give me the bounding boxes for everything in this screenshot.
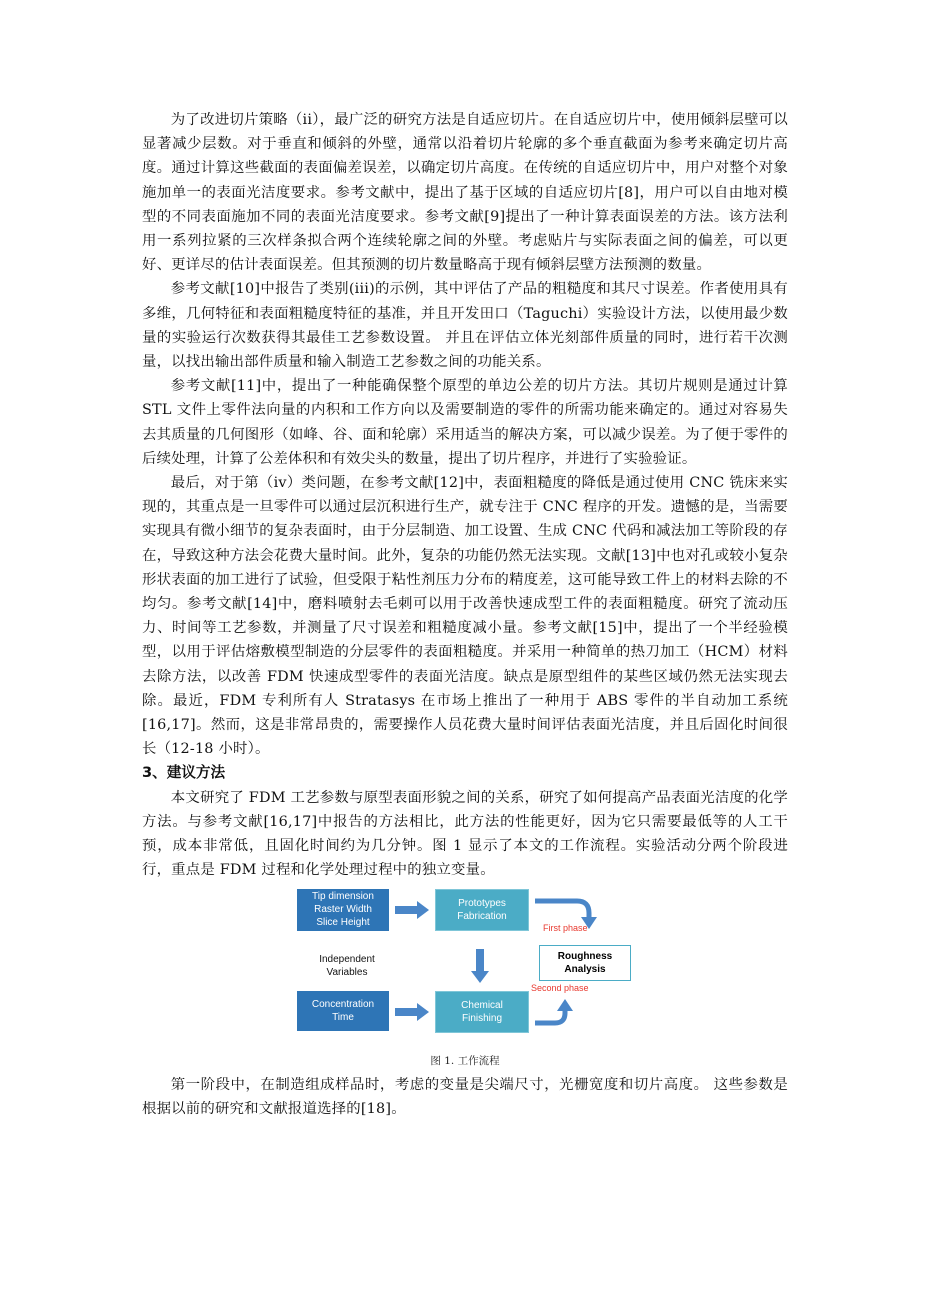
workflow-diagram <box>295 887 639 1051</box>
paragraph-tolerance-slicing: 参考文献[11]中，提出了一种能确保整个原型的单边公差的切片方法。其切片规则是通过计算 STL 文件上零件法向量的内积和工作方向以及需要制造的零件的所需功能来确定的。通过对容易失去其质量的几何图形（如峰、谷、面和轮廓）采用适当的解决方案，可以减少误差。为了便于零件的后续处理，计算了公差体积和有效尖头的数量，提出了切片程序，并进行了实验验证。 <box>142 378 788 467</box>
box-concentration-time <box>297 991 389 1031</box>
first-phase-label: First phase <box>543 922 588 933</box>
paragraph-taguchi: 参考文献[10]中报告了类别(iii)的示例，其中评估了产品的粗糙度和其尺寸误差。作者使用具有多维，几何特征和表面粗糙度特征的基准，并且开发田口（Taguchi）实验设计方法，以使用最少数量的实验运行次数获得其最佳工艺参数设置。 并且在评估立体光刻部件质量的同时，进行若干次测量，以找出输出部件质量和输入制造工艺参数之间的功能关系。 <box>142 281 788 371</box>
paragraph-cnc-finishing: 最后，对于第（iv）类问题，在参考文献[12]中，表面粗糙度的降低是通过使用 CNC 铣床来实现的，其重点是一旦零件可以通过层沉积进行生产，就专注于 CNC 程序的开发。遗憾的是，当需要实现具有微小细节的复杂表面时，由于分层制造、加工设置、生成 CNC 代码和减法加工等阶段的存在，导致这种方法会花费大量时间。此外，复杂的功能仍然无法实现。文献[13]中也对孔或较小复杂形状表面的加工进行了试验，但受限于粘性剂压力分布的精度差，这可能导致工件上的材料去除的不均匀。参考文献[14]中，磨料喷射去毛刺可以用于改善快速成型工件的表面粗糙度。研究了流动压力、时间等工艺参数，并测量了尺寸误差和粗糙度减小量。参考文献[15]中，提出了一个半经验模型，以用于评估熔敷模型制造的分层零件的表面粗糙度。并采用一种简单的热刀加工（HCM）材料去除方法，以改善 FDM 快速成型零件的表面光洁度。缺点是原型组件的某些区域仍然无法实现去除。最近，FDM 专利所有人 Stratasys 在市场上推出了一种用于 ABS 零件的半自动加工系统[16,17]。然而，这是非常昂贵的，需要操作人员花费大量时间评估表面光洁度，并且后固化时间很长（12-18 小时）。 <box>142 475 788 758</box>
text-slice-height: Slice Height <box>316 917 370 928</box>
independent-variables-label: Independent Variables <box>319 953 375 978</box>
box-fdm-parameters <box>297 889 389 931</box>
text-prototypes-fabrication: Prototypes Fabrication <box>457 897 507 922</box>
curved-arrow-up-icon <box>533 995 583 1029</box>
text-chemical-finishing: Chemical Finishing <box>461 999 503 1024</box>
figure-caption: 图 1. 工作流程 <box>430 1054 500 1067</box>
text-raster-width: Raster Width <box>314 904 372 915</box>
right-arrow-icon <box>395 901 431 919</box>
second-phase-label: Second phase <box>531 982 589 993</box>
document-page <box>142 108 788 1121</box>
text-roughness-analysis: Roughness Analysis <box>557 950 613 975</box>
figure-1 <box>142 883 788 1073</box>
box-prototypes-fabrication <box>435 889 529 931</box>
paragraph-adaptive-slicing: 为了改进切片策略（ii），最广泛的研究方法是自适应切片。在自适应切片中，使用倾斜层壁可以显著减少层数。对于垂直和倾斜的外壁，通常以沿着切片轮廓的多个垂直截面为参考来确定切片高度。通过计算这些截面的表面偏差误差，以确定切片高度。在传统的自适应切片中，用户对整个对象施加单一的表面光洁度要求。参考文献中，提出了基于区域的自适应切片[8]，用户可以自由地对模型的不同表面施加不同的表面光洁度要求。参考文献[9]提出了一种计算表面误差的方法。该方法利用一系列拉紧的三次样条拟合两个连续轮廓之间的外壁。考虑贴片与实际表面之间的偏差，可以更好、更详尽的估计表面误差。但其预测的切片数量略高于现有倾斜层壁方法预测的数量。 <box>142 112 788 274</box>
down-arrow-icon <box>471 949 489 983</box>
text-tip-dimension: Tip dimension <box>312 891 374 902</box>
box-chemical-finishing <box>435 991 529 1033</box>
section-heading: 3、建议方法 <box>142 764 226 782</box>
paragraph-first-phase: 第一阶段中，在制造组成样品时，考虑的变量是尖端尺寸，光栅宽度和切片高度。 这些参数是根据以前的研究和文献报道选择的[18]。 <box>142 1076 788 1117</box>
paragraph-proposed-method: 本文研究了 FDM 工艺参数与原型表面形貌之间的关系，研究了如何提高产品表面光洁度的化学方法。与参考文献[16,17]中报告的方法相比，此方法的性能更好，因为它只需要最低等的人工干预，成本非常低，且固化时间约为几分钟。图 1 显示了本文的工作流程。实验活动分两个阶段进行，重点是 FDM 过程和化学处理过程中的独立变量。 <box>142 789 788 879</box>
right-arrow-icon-2 <box>395 1003 431 1021</box>
text-concentration-time: Concentration Time <box>311 998 375 1023</box>
box-roughness-analysis <box>539 945 631 981</box>
